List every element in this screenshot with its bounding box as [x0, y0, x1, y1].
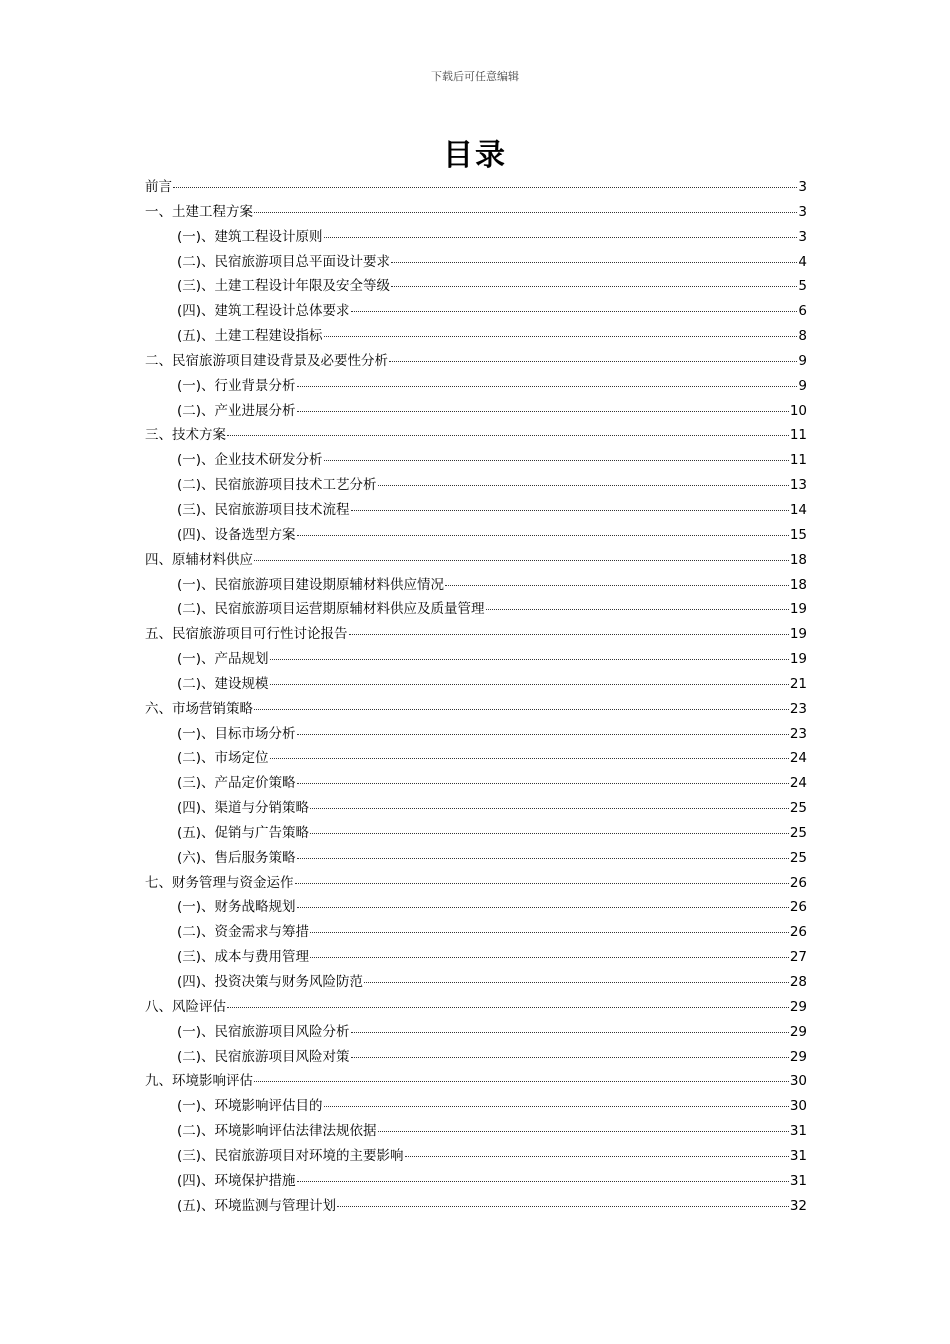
toc-entry-title: (一)、目标市场分析	[177, 725, 296, 742]
toc-page-number: 19	[789, 651, 807, 668]
toc-page-number: 29	[789, 1023, 807, 1040]
toc-subentry[interactable]	[145, 299, 807, 324]
toc-page-number: 9	[798, 352, 807, 369]
toc-page-number: 19	[789, 626, 807, 643]
toc-dot-leader	[254, 212, 797, 213]
toc-page-number: 5	[798, 278, 807, 295]
toc-page-number: 18	[789, 551, 807, 568]
toc-entry-title: 三、技术方案	[145, 427, 226, 444]
toc-subentry[interactable]	[145, 895, 807, 920]
toc-dot-leader	[297, 734, 789, 735]
toc-page-number: 29	[789, 998, 807, 1015]
toc-dot-leader	[337, 1206, 789, 1207]
toc-entry-title: (一)、产品规划	[177, 651, 269, 668]
toc-dot-leader	[310, 957, 789, 958]
toc-page-number: 21	[789, 675, 807, 692]
toc-dot-leader	[227, 1007, 789, 1008]
toc-dot-leader	[297, 386, 798, 387]
toc-subentry[interactable]	[145, 523, 807, 548]
toc-subentry[interactable]	[145, 473, 807, 498]
toc-dot-leader	[391, 262, 797, 263]
toc-subentry[interactable]	[145, 672, 807, 697]
toc-dot-leader	[173, 187, 797, 188]
toc-dot-leader	[351, 1032, 789, 1033]
toc-entry[interactable]	[145, 1069, 807, 1094]
toc-dot-leader	[378, 1131, 789, 1132]
toc-entry-title: (三)、成本与费用管理	[177, 949, 310, 966]
toc-subentry[interactable]	[145, 399, 807, 424]
toc-page-number: 13	[789, 477, 807, 494]
toc-entry-title: (三)、土建工程设计年限及安全等级	[177, 278, 391, 295]
toc-entry-title: (二)、建设规模	[177, 675, 269, 692]
toc-dot-leader	[324, 336, 798, 337]
toc-subentry[interactable]	[145, 796, 807, 821]
toc-subentry[interactable]	[145, 1020, 807, 1045]
toc-entry-title: (三)、民宿旅游项目对环境的主要影响	[177, 1147, 404, 1164]
page-title: 目录	[443, 138, 507, 173]
toc-subentry[interactable]	[145, 225, 807, 250]
toc-entry-title: (四)、设备选型方案	[177, 526, 296, 543]
toc-dot-leader	[405, 1156, 789, 1157]
toc-entry-title: 前言	[145, 179, 172, 195]
table-of-contents	[145, 175, 807, 1218]
toc-entry-title: 六、市场营销策略	[145, 700, 253, 717]
toc-subentry[interactable]	[145, 1045, 807, 1070]
toc-entry-title: (四)、环境保护措施	[177, 1172, 296, 1189]
toc-subentry[interactable]	[145, 647, 807, 672]
toc-entry[interactable]	[145, 697, 807, 722]
toc-subentry[interactable]	[145, 970, 807, 995]
toc-subentry[interactable]	[145, 374, 807, 399]
toc-entry-title: (六)、售后服务策略	[177, 849, 296, 866]
toc-subentry[interactable]	[145, 746, 807, 771]
toc-dot-leader	[351, 1057, 789, 1058]
toc-page-number: 3	[798, 228, 807, 245]
toc-page-number: 9	[798, 377, 807, 394]
toc-page-number: 32	[789, 1197, 807, 1214]
toc-entry-title: (五)、环境监测与管理计划	[177, 1197, 337, 1214]
toc-dot-leader	[364, 982, 789, 983]
toc-page-number: 30	[789, 1098, 807, 1115]
toc-dot-leader	[254, 709, 789, 710]
toc-entry-title: (二)、市场定位	[177, 750, 269, 767]
toc-entry-title: (五)、促销与广告策略	[177, 824, 310, 841]
toc-entry-title: (一)、企业技术研发分析	[177, 452, 323, 469]
toc-subentry[interactable]	[145, 920, 807, 945]
toc-entry-title: 四、原辅材料供应	[145, 551, 253, 568]
toc-entry[interactable]	[145, 548, 807, 573]
toc-subentry[interactable]	[145, 324, 807, 349]
toc-entry-title: (四)、投资决策与财务风险防范	[177, 974, 364, 990]
toc-dot-leader	[310, 833, 789, 834]
toc-subentry[interactable]	[145, 274, 807, 299]
toc-entry-title: (一)、财务战略规划	[177, 899, 296, 916]
toc-dot-leader	[270, 659, 789, 660]
toc-subentry[interactable]	[145, 771, 807, 796]
toc-page-number: 30	[789, 1073, 807, 1090]
toc-dot-leader	[270, 684, 789, 685]
toc-subentry[interactable]	[145, 1119, 807, 1144]
toc-dot-leader	[227, 435, 789, 436]
toc-subentry[interactable]	[145, 250, 807, 275]
toc-subentry[interactable]	[145, 1144, 807, 1169]
toc-dot-leader	[486, 609, 789, 610]
toc-page-number: 23	[789, 700, 807, 717]
toc-entry-title: (四)、建筑工程设计总体要求	[177, 303, 350, 320]
toc-entry[interactable]	[145, 349, 807, 374]
toc-entry-title: 一、土建工程方案	[145, 203, 253, 220]
toc-subentry[interactable]	[145, 821, 807, 846]
toc-page-number: 23	[789, 725, 807, 742]
toc-entry-title: (三)、民宿旅游项目技术流程	[177, 501, 350, 518]
toc-entry-title: (一)、环境影响评估目的	[177, 1098, 323, 1115]
toc-dot-leader	[297, 535, 789, 536]
toc-dot-leader	[254, 1081, 789, 1082]
toc-dot-leader	[254, 560, 789, 561]
toc-page-number: 25	[789, 824, 807, 841]
toc-subentry[interactable]	[145, 1094, 807, 1119]
toc-page-number: 19	[789, 601, 807, 618]
toc-entry[interactable]	[145, 423, 807, 448]
toc-dot-leader	[445, 585, 789, 586]
toc-entry-title: 八、风险评估	[145, 998, 226, 1015]
toc-dot-leader	[297, 858, 789, 859]
toc-entry-title: 二、民宿旅游项目建设背景及必要性分析	[145, 352, 388, 369]
toc-entry-title: (三)、产品定价策略	[177, 775, 296, 792]
toc-entry-title: (二)、民宿旅游项目技术工艺分析	[177, 477, 377, 494]
toc-entry[interactable]	[145, 200, 807, 225]
toc-page-number: 26	[789, 924, 807, 941]
toc-entry-title: 九、环境影响评估	[145, 1073, 253, 1090]
toc-page-number: 28	[789, 974, 807, 990]
toc-dot-leader	[391, 286, 797, 287]
toc-subentry[interactable]	[145, 722, 807, 747]
toc-page-number: 25	[789, 849, 807, 866]
toc-entry-title: (五)、土建工程建设指标	[177, 328, 323, 345]
toc-dot-leader	[351, 311, 798, 312]
toc-page-number: 15	[789, 526, 807, 543]
toc-entry-title: (二)、环境影响评估法律法规依据	[177, 1123, 377, 1140]
toc-dot-leader	[297, 907, 789, 908]
toc-page-number: 10	[789, 402, 807, 419]
toc-page-number: 24	[789, 750, 807, 767]
toc-page-number: 31	[789, 1172, 807, 1189]
toc-page-number: 6	[798, 303, 807, 320]
toc-subentry[interactable]	[145, 498, 807, 523]
toc-dot-leader	[310, 932, 789, 933]
toc-dot-leader	[349, 634, 789, 635]
toc-dot-leader	[297, 783, 789, 784]
toc-page-number: 31	[789, 1147, 807, 1164]
page-header-note: 下载后可任意编辑	[431, 70, 519, 83]
toc-page-number: 11	[789, 452, 807, 469]
toc-page-number: 24	[789, 775, 807, 792]
toc-entry-title: (一)、建筑工程设计原则	[177, 228, 323, 245]
toc-subentry[interactable]	[145, 945, 807, 970]
toc-entry-title: (一)、民宿旅游项目风险分析	[177, 1023, 350, 1040]
toc-entry[interactable]	[145, 622, 807, 647]
toc-page-number: 31	[789, 1123, 807, 1140]
toc-dot-leader	[270, 758, 789, 759]
toc-page-number: 27	[789, 949, 807, 966]
toc-dot-leader	[297, 1181, 789, 1182]
toc-dot-leader	[295, 883, 789, 884]
toc-page-number: 29	[789, 1048, 807, 1065]
toc-dot-leader	[378, 485, 789, 486]
toc-entry-title: (一)、民宿旅游项目建设期原辅材料供应情况	[177, 576, 445, 593]
toc-entry-title: (二)、民宿旅游项目运营期原辅材料供应及质量管理	[177, 601, 485, 618]
toc-page-number: 11	[789, 427, 807, 444]
toc-entry-title: (二)、产业进展分析	[177, 402, 296, 419]
toc-subentry[interactable]	[145, 1169, 807, 1194]
toc-dot-leader	[324, 1106, 789, 1107]
toc-subentry[interactable]	[145, 448, 807, 473]
toc-entry[interactable]	[145, 871, 807, 896]
toc-entry-title: (二)、资金需求与筹措	[177, 924, 310, 941]
toc-page-number: 26	[789, 899, 807, 916]
toc-entry-title: 七、财务管理与资金运作	[145, 874, 294, 891]
toc-entry-title: (一)、行业背景分析	[177, 377, 296, 394]
toc-entry-title: (四)、渠道与分销策略	[177, 800, 310, 817]
toc-entry-title: (二)、民宿旅游项目总平面设计要求	[177, 253, 391, 270]
toc-page-number: 26	[789, 874, 807, 891]
toc-entry-title: 五、民宿旅游项目可行性讨论报告	[145, 626, 348, 643]
toc-dot-leader	[310, 808, 789, 809]
toc-dot-leader	[297, 411, 789, 412]
toc-dot-leader	[324, 237, 798, 238]
toc-page-number: 3	[798, 179, 807, 195]
toc-subentry[interactable]	[145, 1194, 807, 1219]
toc-entry[interactable]	[145, 175, 807, 200]
toc-page-number: 25	[789, 800, 807, 817]
toc-page-number: 14	[789, 501, 807, 518]
toc-page-number: 4	[798, 253, 807, 270]
toc-page-number: 3	[798, 203, 807, 220]
toc-dot-leader	[351, 510, 789, 511]
toc-subentry[interactable]	[145, 597, 807, 622]
toc-subentry[interactable]	[145, 846, 807, 871]
toc-subentry[interactable]	[145, 573, 807, 598]
toc-entry-title: (二)、民宿旅游项目风险对策	[177, 1048, 350, 1065]
toc-entry[interactable]	[145, 995, 807, 1020]
toc-dot-leader	[389, 361, 797, 362]
toc-dot-leader	[324, 460, 789, 461]
toc-page-number: 18	[789, 576, 807, 593]
toc-page-number: 8	[798, 328, 807, 345]
